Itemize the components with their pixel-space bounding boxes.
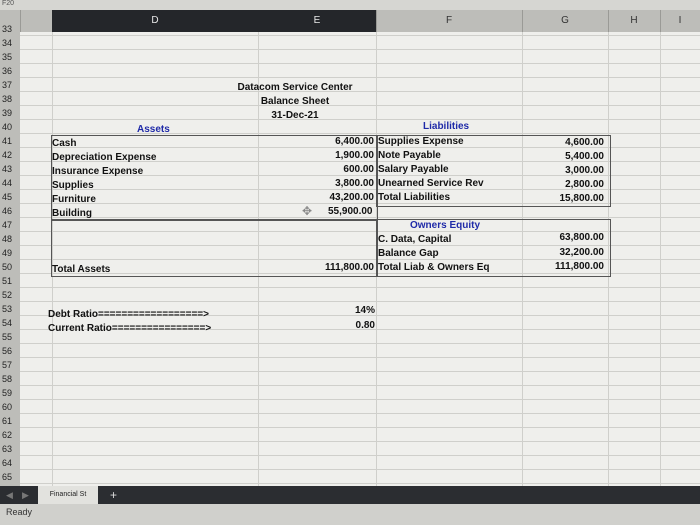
row-header[interactable]: 54 bbox=[2, 318, 13, 328]
row-header[interactable]: 40 bbox=[2, 122, 13, 132]
cell-cursor-icon: ✥ bbox=[302, 204, 313, 218]
asset-value: 6,400.00 bbox=[335, 136, 374, 147]
row-gridline bbox=[20, 301, 700, 302]
equity-value: 111,800.00 bbox=[555, 261, 604, 272]
total-assets-label: Total Assets bbox=[52, 264, 111, 275]
row-gridline bbox=[20, 77, 700, 78]
liability-value: 2,800.00 bbox=[565, 179, 604, 190]
row-gridline bbox=[20, 49, 700, 50]
status-text: Ready bbox=[6, 507, 33, 517]
asset-label: Furniture bbox=[52, 194, 96, 205]
row-header[interactable]: 64 bbox=[2, 458, 13, 468]
asset-value: 3,800.00 bbox=[335, 178, 374, 189]
row-header[interactable]: 34 bbox=[2, 38, 13, 48]
row-header[interactable]: 47 bbox=[2, 220, 13, 230]
owners-equity-header: Owners Equity bbox=[410, 220, 481, 231]
row-header[interactable]: 44 bbox=[2, 178, 13, 188]
liability-label: Unearned Service Rev bbox=[378, 178, 484, 189]
row-header[interactable]: 49 bbox=[2, 248, 13, 258]
asset-value: 43,200.00 bbox=[329, 192, 374, 203]
column-headers bbox=[0, 10, 700, 32]
row-header[interactable]: 45 bbox=[2, 192, 13, 202]
row-header[interactable]: 60 bbox=[2, 402, 13, 412]
row-gridline bbox=[20, 371, 700, 372]
spreadsheet-grid[interactable] bbox=[20, 32, 700, 486]
next-sheet-icon[interactable]: ▶ bbox=[22, 490, 29, 500]
row-header[interactable]: 58 bbox=[2, 374, 13, 384]
sheet-tab-bar bbox=[0, 486, 700, 504]
equity-label: Balance Gap bbox=[378, 248, 439, 259]
row-header[interactable]: 50 bbox=[2, 262, 13, 272]
liability-value: 5,400.00 bbox=[565, 151, 604, 162]
name-box[interactable]: F20 bbox=[2, 0, 15, 7]
asset-label: Insurance Expense bbox=[52, 166, 144, 177]
row-gridline bbox=[20, 483, 700, 484]
column-header-d[interactable]: D bbox=[52, 10, 259, 32]
equity-label: Total Liab & Owners Eq bbox=[378, 262, 490, 273]
liabilities-header: Liabilities bbox=[423, 121, 470, 132]
row-header[interactable]: 57 bbox=[2, 360, 13, 370]
report-date: 31-Dec-21 bbox=[271, 110, 319, 121]
row-gridline bbox=[20, 343, 700, 344]
asset-value: 1,900.00 bbox=[335, 150, 374, 161]
row-gridline bbox=[20, 469, 700, 470]
liability-label: Salary Payable bbox=[378, 164, 449, 175]
row-header[interactable]: 42 bbox=[2, 150, 13, 160]
row-header[interactable]: 59 bbox=[2, 388, 13, 398]
asset-label: Depreciation Expense bbox=[52, 152, 157, 163]
row-header[interactable]: 48 bbox=[2, 234, 13, 244]
row-header[interactable]: 38 bbox=[2, 94, 13, 104]
row-header[interactable]: 41 bbox=[2, 136, 13, 146]
debt-ratio-value: 14% bbox=[354, 305, 375, 316]
row-gridline bbox=[20, 63, 700, 64]
row-gridline bbox=[20, 357, 700, 358]
assets-header: Assets bbox=[137, 124, 170, 135]
current-ratio-label: Current Ratio================> bbox=[48, 323, 212, 334]
row-header[interactable]: 43 bbox=[2, 164, 13, 174]
asset-value: 600.00 bbox=[343, 164, 374, 175]
column-header-g[interactable]: G bbox=[522, 10, 609, 32]
prev-sheet-icon[interactable]: ◀ bbox=[6, 490, 13, 500]
asset-label: Cash bbox=[52, 138, 77, 149]
add-sheet-button[interactable]: + bbox=[110, 488, 118, 502]
equity-label: C. Data, Capital bbox=[378, 234, 452, 245]
asset-value: 55,900.00 bbox=[328, 206, 373, 217]
row-header[interactable]: 53 bbox=[2, 304, 13, 314]
row-header[interactable]: 52 bbox=[2, 290, 13, 300]
asset-label: Supplies bbox=[52, 180, 94, 191]
report-title: Balance Sheet bbox=[260, 96, 330, 107]
equity-value: 63,800.00 bbox=[559, 232, 604, 243]
liability-label: Total Liabilities bbox=[378, 192, 451, 203]
formula-bar bbox=[0, 0, 700, 10]
row-gridline bbox=[20, 455, 700, 456]
liability-value: 3,000.00 bbox=[565, 165, 604, 176]
row-header[interactable]: 39 bbox=[2, 108, 13, 118]
row-gridline bbox=[20, 385, 700, 386]
equity-value: 32,200.00 bbox=[559, 247, 604, 258]
liability-value: 15,800.00 bbox=[559, 193, 604, 204]
row-header[interactable]: 65 bbox=[2, 472, 13, 482]
row-header[interactable]: 37 bbox=[2, 80, 13, 90]
row-header[interactable]: 63 bbox=[2, 444, 13, 454]
liability-value: 4,600.00 bbox=[565, 137, 604, 148]
column-header-h[interactable]: H bbox=[608, 10, 661, 32]
debt-ratio-label: Debt Ratio==================> bbox=[48, 309, 209, 320]
column-header-c[interactable] bbox=[20, 10, 53, 32]
company-title: Datacom Service Center bbox=[237, 82, 353, 93]
liability-label: Note Payable bbox=[378, 150, 441, 161]
row-gridline bbox=[20, 399, 700, 400]
row-header[interactable]: 56 bbox=[2, 346, 13, 356]
row-gridline bbox=[20, 133, 700, 134]
row-header[interactable]: 51 bbox=[2, 276, 13, 286]
row-gridline bbox=[20, 287, 700, 288]
row-gridline bbox=[20, 413, 700, 414]
column-header-e[interactable]: E bbox=[258, 10, 377, 32]
row-header[interactable]: 46 bbox=[2, 206, 13, 216]
asset-label: Building bbox=[52, 208, 92, 219]
column-header-f[interactable]: F bbox=[376, 10, 523, 32]
row-gridline bbox=[20, 427, 700, 428]
status-bar bbox=[0, 504, 700, 525]
row-header[interactable]: 62 bbox=[2, 430, 13, 440]
current-ratio-value: 0.80 bbox=[355, 320, 375, 331]
liability-label: Supplies Expense bbox=[378, 136, 464, 147]
row-header[interactable]: 61 bbox=[2, 416, 13, 426]
row-header[interactable]: 35 bbox=[2, 52, 13, 62]
column-header-i[interactable]: I bbox=[678, 15, 682, 26]
row-gridline bbox=[20, 441, 700, 442]
row-headers bbox=[0, 24, 20, 486]
total-assets-value: 111,800.00 bbox=[325, 262, 374, 273]
row-header[interactable]: 55 bbox=[2, 332, 13, 342]
sheet-tab-financial-st[interactable]: Financial St bbox=[38, 486, 98, 504]
row-gridline bbox=[20, 35, 700, 36]
row-header[interactable]: 33 bbox=[2, 24, 13, 34]
row-header[interactable]: 36 bbox=[2, 66, 13, 76]
